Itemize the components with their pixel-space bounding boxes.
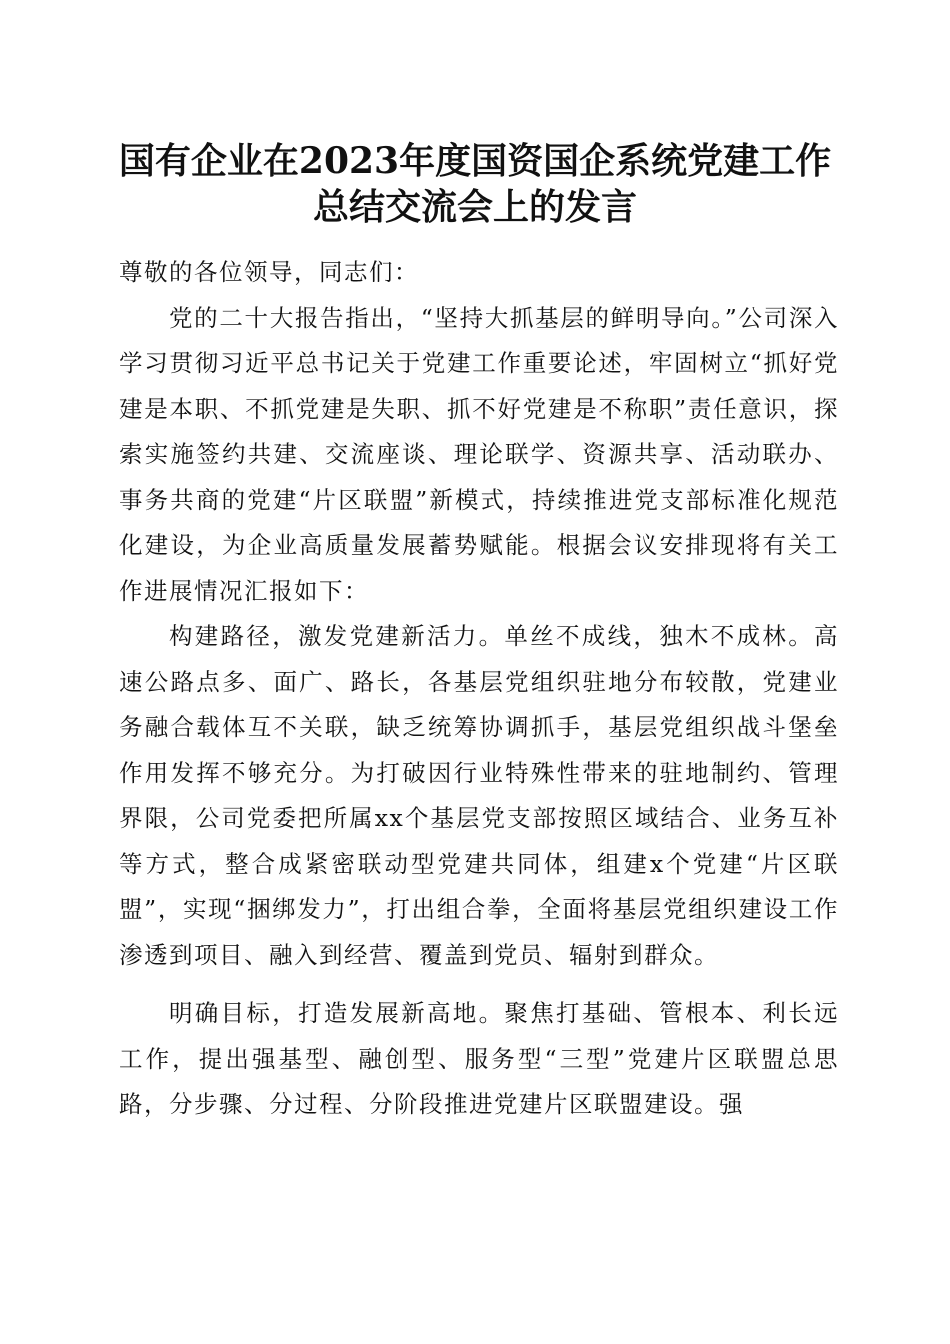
document-body [119, 250, 839, 1128]
paragraph-intro: 党的二十大报告指出，“坚持大抓基层的鲜明导向。”公司深入学习贯彻习近平总书记关于党建工作重要论述，牢固树立“抓好党建是本职、不抓党建是失职、抓不好党建是不称职”责任意识，探索实施签约共建、交流座谈、理论联学、资源共享、活动联办、事务共商的党建“片区联盟”新模式，持续推进党支部标准化规范化建设，为企业高质量发展蓄势赋能。根据会议安排现将有关工作进展情况汇报如下： [119, 303, 839, 605]
document-title-line-2: 总结交流会上的发言 [312, 186, 637, 228]
document-title-line-1: 国有企业在2023年度国资国企系统党建工作 [118, 140, 832, 182]
paragraph-clear-goals: 明确目标，打造发展新高地。聚焦打基础、管根本、利长远工作，提出强基型、融创型、服务型“三型”党建片区联盟总思路，分步骤、分过程、分阶段推进党建片区联盟建设。强 [119, 999, 839, 1118]
salutation: 尊敬的各位领导，同志们： [119, 258, 419, 286]
paragraph-build-path: 构建路径，激发党建新活力。单丝不成线，独木不成林。高速公路点多、面广、路长，各基层党组织驻地分布较散，党建业务融合载体互不关联，缺乏统筹协调抓手，基层党组织战斗堡垒作用发挥不够充分。为打破因行业特殊性带来的驻地制约、管理界限，公司党委把所属xx个基层党支部按照区域结合、业务互补等方式，整合成紧密联动型党建共同体，组建x个党建“片区联盟”，实现“捆绑发力”，打出组合拳，全面将基层党组织建设工作渗透到项目、融入到经营、覆盖到党员、辐射到群众。 [119, 622, 839, 969]
